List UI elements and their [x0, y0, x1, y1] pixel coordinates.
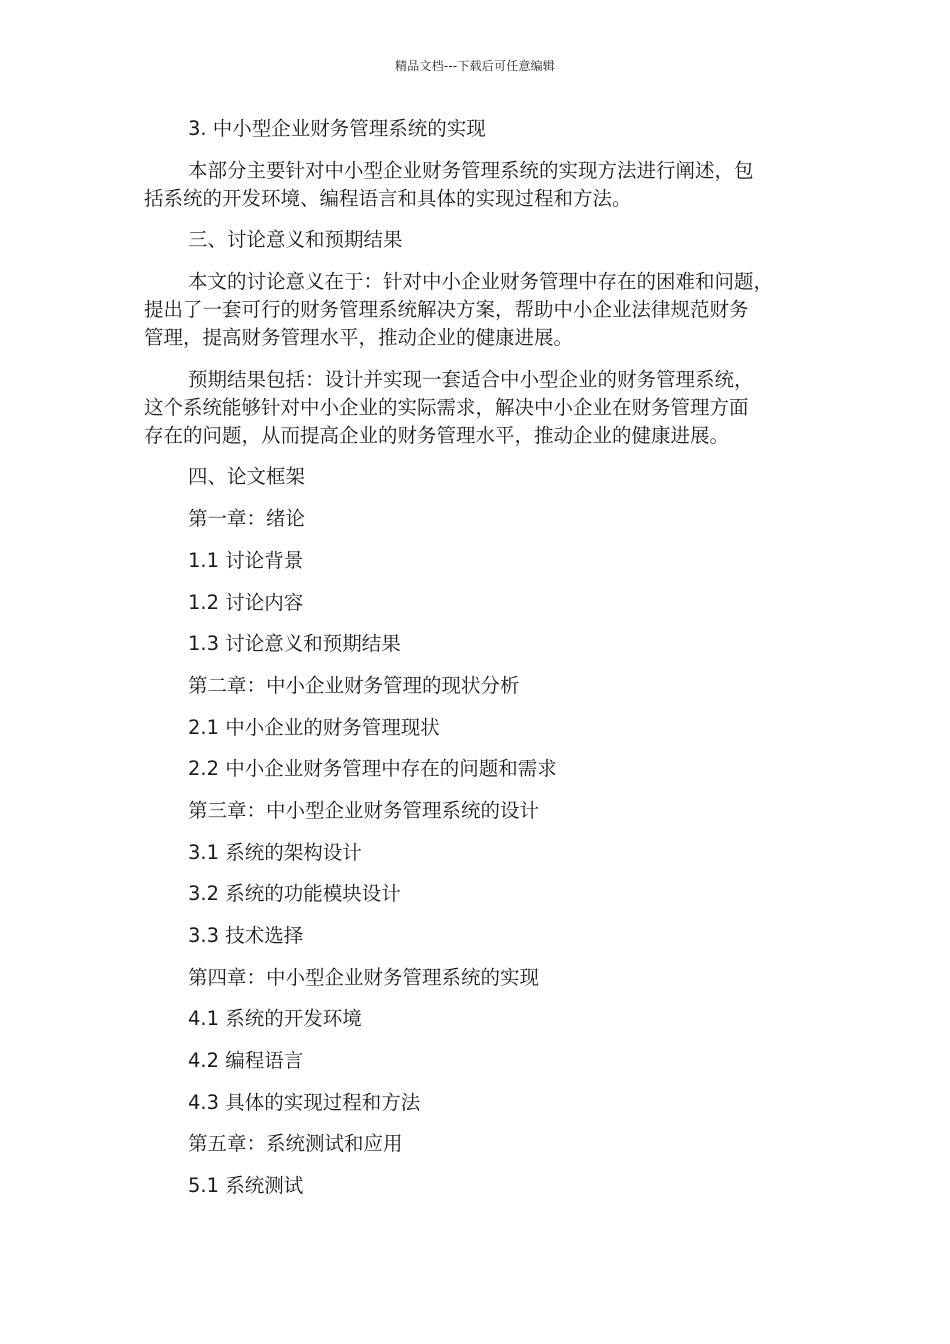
- paragraph-line: 本部分主要针对中小型企业财务管理系统的实现方法进行阐述，包: [188, 158, 754, 182]
- paragraph-line: 存在的问题，从而提高企业的财务管理水平，推动企业的健康进展。: [144, 423, 730, 447]
- outline-line: 第四章：中小型企业财务管理系统的实现: [188, 965, 540, 989]
- outline-line: 1.3 讨论意义和预期结果: [188, 632, 401, 656]
- outline-line: 3.2 系统的功能模块设计: [188, 882, 401, 906]
- outline-line: 第三章：中小型企业财务管理系统的设计: [188, 798, 540, 822]
- outline-line: 三、讨论意义和预期结果: [188, 228, 403, 252]
- body-paragraph: [144, 366, 804, 450]
- document-body: [144, 115, 804, 1214]
- page-header: 精品文档---下载后可任意编辑: [395, 59, 555, 73]
- paragraph-line: 这个系统能够针对中小企业的实际需求，解决中小企业在财务管理方面: [144, 395, 749, 419]
- outline-line: 第五章：系统测试和应用: [188, 1132, 403, 1156]
- outline-line: 1.2 讨论内容: [188, 590, 304, 614]
- outline-line: 4.1 系统的开发环境: [188, 1007, 362, 1031]
- outline-line: 4.2 编程语言: [188, 1049, 304, 1073]
- paragraph-line: 预期结果包括：设计并实现一套适合中小型企业的财务管理系统，: [188, 367, 754, 391]
- outline-line: 四、论文框架: [188, 465, 306, 489]
- outline-line: 4.3 具体的实现过程和方法: [188, 1090, 421, 1114]
- outline-line: 3. 中小型企业财务管理系统的实现: [188, 117, 486, 140]
- outline-line: 第二章：中小企业财务管理的现状分析: [188, 673, 520, 697]
- outline-line: 5.1 系统测试: [188, 1174, 304, 1198]
- outline-line: 2.2 中小企业财务管理中存在的问题和需求: [188, 757, 557, 781]
- outline-line: 2.1 中小企业的财务管理现状: [188, 715, 440, 739]
- outline-line: 3.3 技术选择: [188, 924, 304, 947]
- outline-line: 第一章：绪论: [188, 507, 306, 531]
- paragraph-line: 本文的讨论意义在于：针对中小企业财务管理中存在的困难和问题，: [188, 270, 774, 294]
- body-paragraph: [144, 157, 804, 213]
- paragraph-line: 括系统的开发环境、编程语言和具体的实现过程和方法。: [144, 186, 632, 210]
- paragraph-line: 提出了一套可行的财务管理系统解决方案，帮助中小企业法律规范财务: [144, 298, 749, 322]
- outline-line: 3.1 系统的架构设计: [188, 840, 362, 864]
- body-paragraph: [144, 268, 804, 352]
- outline-line: 1.1 讨论背景: [188, 548, 304, 572]
- paragraph-line: 管理，提高财务管理水平，推动企业的健康进展。: [144, 326, 574, 350]
